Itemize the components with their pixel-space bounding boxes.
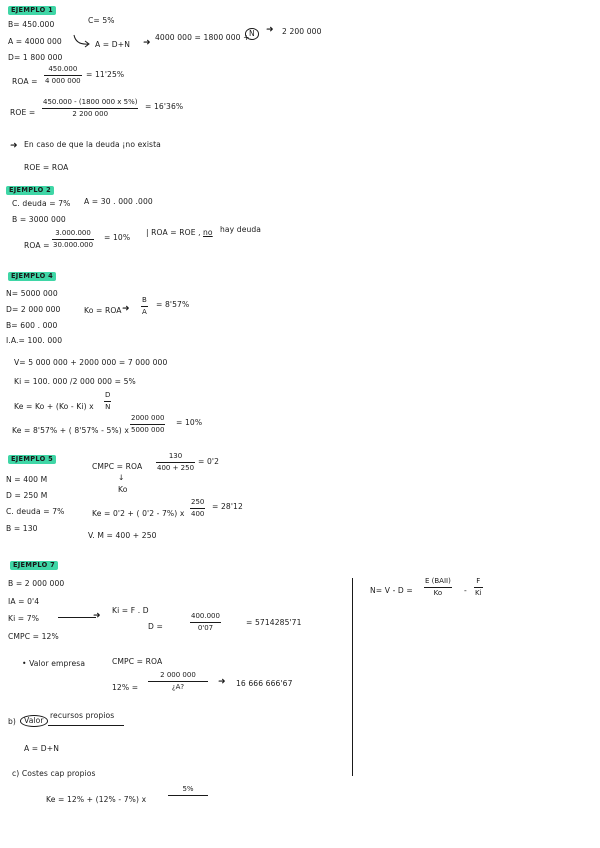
arrow-right-icon: ➜: [93, 611, 101, 621]
ej7-side-minus: -: [464, 586, 467, 595]
denominator: 2 200 000: [72, 110, 109, 118]
ej7-cmpc: CMPC = 12%: [8, 632, 59, 641]
ej1-title: EJEMPLO 1: [8, 6, 56, 15]
ej1-result: 2 200 000: [282, 27, 322, 36]
numerator: 400.000: [191, 612, 220, 620]
numerator: 250: [191, 498, 205, 506]
denominator: N: [105, 403, 111, 411]
ej5-b: B = 130: [6, 524, 38, 533]
ej1-b: B= 450.000: [8, 20, 55, 29]
ej2-no: no: [203, 228, 213, 237]
ej7-side-frac: [424, 578, 452, 597]
ej2-cdeuda: C. deuda = 7%: [12, 199, 71, 208]
ej1-d: D= 1 800 000: [8, 53, 63, 62]
ej2-roa-val: = 10%: [104, 233, 131, 242]
ej5-ke: Ke = 0'2 + ( 0'2 - 7%) x: [92, 509, 185, 518]
ej7-valor: • Valor empresa: [22, 659, 86, 668]
ej7-pct: 12% =: [112, 683, 139, 692]
ej4-ko: Ko = ROA: [84, 306, 122, 315]
ej4-v: V= 5 000 000 + 2000 000 = 7 000 000: [14, 358, 168, 367]
ej5-vm: V. M = 400 + 250: [88, 531, 157, 540]
ej4-ko-frac: [141, 297, 148, 316]
ej7-ki: Ki = 7%: [8, 614, 40, 623]
ej4-ke-frac: [104, 392, 111, 411]
denominator: 4 000 000: [45, 77, 81, 85]
ej4-b: B= 600 . 000: [6, 321, 58, 330]
ej5-n: N = 400 M: [6, 475, 48, 484]
ej7-a-eq: A = D+N: [24, 744, 59, 753]
curved-arrow-icon: [72, 33, 92, 49]
ej7-p-val: 16 666 666'67: [236, 679, 293, 688]
denominator: Ki: [475, 589, 482, 597]
ej1-roa-label: ROA =: [12, 77, 38, 86]
ej5-d: D = 250 M: [6, 491, 48, 500]
ej4-ko-val: = 8'57%: [156, 300, 190, 309]
ej1-roe-val: = 16'36%: [145, 102, 184, 111]
numerator: 5%: [182, 785, 194, 793]
ej2-roa-frac: [52, 230, 94, 249]
denominator: 30.000.000: [53, 241, 94, 249]
ej7-ke-frac: [168, 786, 208, 798]
ej2-roa-label: ROA =: [24, 241, 50, 250]
ej7-d-eq: D =: [148, 622, 163, 631]
ej1-roe-frac: [42, 99, 138, 118]
ej1-c: C= 5%: [88, 16, 115, 25]
ej5-ko: Ko: [118, 485, 128, 494]
underline: [48, 725, 124, 726]
ej7-b-text: recursos propios: [50, 711, 115, 720]
numerator: 3.000.000: [55, 229, 91, 237]
ej4-ke2: Ke = 8'57% + ( 8'57% - 5%) x: [12, 426, 129, 435]
ej7-side-frac2: [474, 578, 483, 597]
ej7-d-frac: [190, 613, 221, 632]
ej7-ke: Ke = 12% + (12% - 7%) x: [46, 795, 147, 804]
ej2-roa-note: | ROA = ROE ,: [146, 228, 201, 237]
arrow-right-icon: ➜: [266, 25, 274, 35]
numerator: 2 000 000: [160, 671, 196, 679]
denominator: 0'07: [197, 624, 214, 632]
ej5-cmpc: CMPC = ROA: [92, 462, 143, 471]
numerator: 2000 000: [131, 414, 165, 422]
ej1-note2: ROE = ROA: [24, 163, 69, 172]
ej1-arrow-eq: A = D+N: [95, 40, 130, 49]
denominator: A: [142, 308, 147, 316]
numerator: B: [142, 296, 147, 304]
numerator: E (BAII): [425, 577, 451, 585]
ej5-title: EJEMPLO 5: [8, 455, 56, 464]
ej1-roe-label: ROE =: [10, 108, 36, 117]
vertical-divider: [352, 578, 353, 776]
arrow-right-icon: ➜: [10, 141, 18, 151]
ej4-ke2-frac: [130, 415, 165, 434]
ej5-cmpc-sub: ↓: [118, 473, 125, 482]
ej4-n: N= 5000 000: [6, 289, 58, 298]
numerator: F: [476, 577, 481, 585]
ej7-b-label: b): [8, 717, 16, 726]
ej7-d-val: = 5714285'71: [246, 618, 302, 627]
denominator: ¿A?: [171, 683, 185, 691]
numerator: 450.000 - (1800 000 x 5%): [43, 98, 138, 106]
arrow-right-icon: ➜: [143, 38, 151, 48]
ej7-c-label: c) Costes cap propios: [12, 769, 96, 778]
ej1-note: En caso de que la deuda ¡no exista: [24, 140, 161, 149]
ej7-ia: IA = 0'4: [8, 597, 40, 606]
numerator: 130: [168, 452, 183, 460]
numerator: 450.000: [48, 65, 78, 73]
ej7-ki-f: Ki = F . D: [112, 606, 149, 615]
ej5-ke-val: = 28'12: [212, 502, 243, 511]
arrow-line: [58, 617, 96, 618]
ej5-cd: C. deuda = 7%: [6, 507, 65, 516]
ej2-a: A = 30 . 000 .000: [84, 197, 153, 206]
ej4-i: I.A.= 100. 000: [6, 336, 63, 345]
ej7-cmpc-roa: CMPC = ROA: [112, 657, 163, 666]
ej4-ke: Ke = Ko + (Ko - Ki) x: [14, 402, 94, 411]
ej2-b: B = 3000 000: [12, 215, 66, 224]
ej4-ki: Ki = 100. 000 /2 000 000 = 5%: [14, 377, 136, 386]
ej4-title: EJEMPLO 4: [8, 272, 56, 281]
ej1-roa-frac: [44, 66, 82, 85]
ej2-title: EJEMPLO 2: [6, 186, 54, 195]
ej7-title: EJEMPLO 7: [10, 561, 58, 570]
ej4-d: D= 2 000 000: [6, 305, 61, 314]
ej7-p-frac: [148, 672, 208, 691]
ej2-roa-note2: hay deuda: [220, 225, 262, 234]
ej1-roa-val: = 11'25%: [86, 70, 125, 79]
denominator: 400: [191, 510, 205, 518]
numerator: D: [105, 391, 111, 399]
ej7-side: N= V - D =: [370, 586, 413, 595]
arrow-right-icon: ➜: [218, 677, 226, 687]
denominator: Ko: [433, 589, 443, 597]
denominator: 5000 000: [131, 426, 165, 434]
arrow-right-icon: ➜: [122, 304, 130, 314]
ej4-ke2-val: = 10%: [176, 418, 203, 427]
ej5-cmpc-val: = 0'2: [198, 457, 220, 466]
denominator: 400 + 250: [157, 464, 195, 472]
ej7-b: B = 2 000 000: [8, 579, 65, 588]
ej1-sum: 4000 000 = 1800 000 +: [155, 33, 250, 42]
ej7-b-circled: Valor: [20, 715, 48, 727]
ej1-n-circle: N: [245, 28, 259, 40]
ej1-a: A = 4000 000: [8, 37, 62, 46]
ej5-cmpc-frac: [156, 453, 195, 472]
ej5-ke-frac: [190, 499, 205, 518]
